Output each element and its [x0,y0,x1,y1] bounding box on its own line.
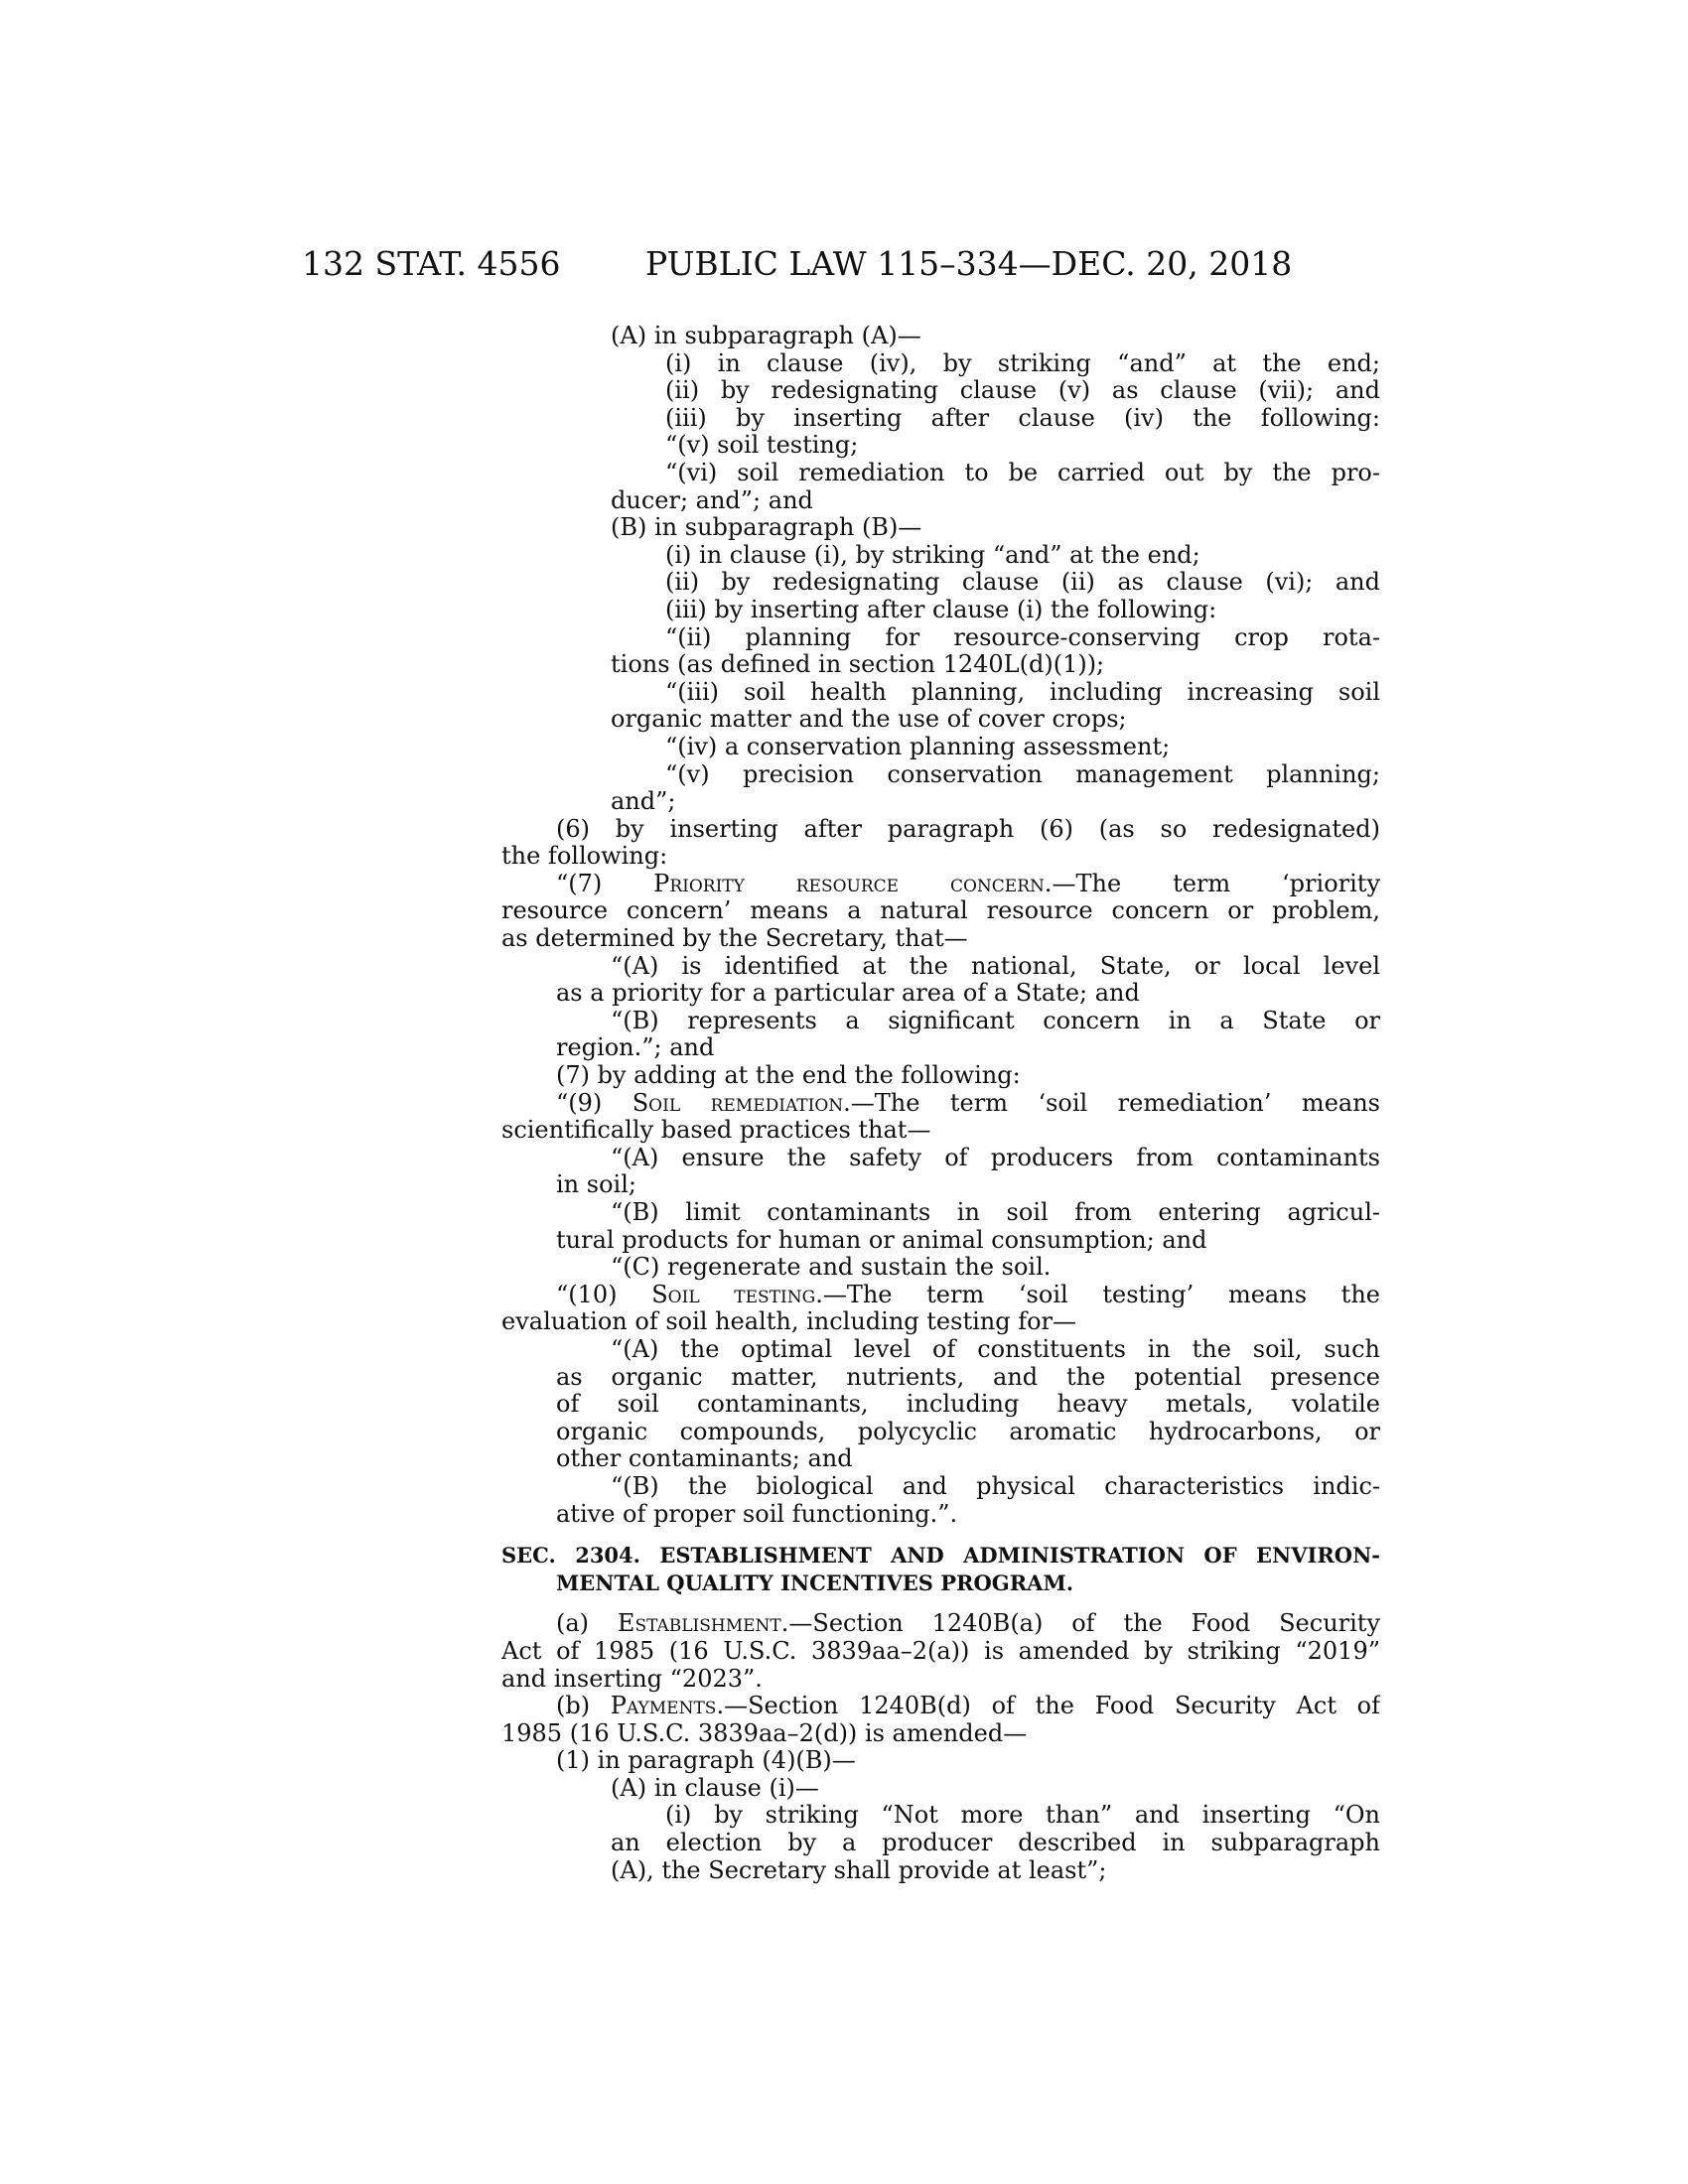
small-caps-term: Soil remediation [632,1089,844,1117]
line-remainder: .—Section 1240B(a) of the Food Security [780,1610,1380,1638]
text-line: “(A) is identified at the national, State, or local level [611,952,1380,980]
text-line: “(v) precision conservation management planning; [665,760,1380,788]
text-line: (ii) by redesignating clause (v) as clause (vii); and [665,377,1380,405]
text-line: (A) in subparagraph (A)— [611,322,921,349]
text-line: (A) in clause (i)— [611,1773,819,1802]
section-heading-line-1: SEC. 2304. ESTABLISHMENT AND ADMINISTRATION OF ENVIRON- [501,1543,1380,1569]
text-line: Act of 1985 (16 U.S.C. 3839aa–2(a)) is amended by striking “2019” [501,1637,1380,1665]
text-line: (i) in clause (iv), by striking “and” at the end; [665,349,1380,377]
text-line: ative of proper soil functioning.”. [556,1499,958,1528]
text-line: as organic matter, nutrients, and the potential presence [556,1363,1380,1391]
text-line: “(iv) a conservation planning assessment; [665,732,1171,760]
text-line: scientifically based practices that— [501,1116,931,1145]
line-remainder: .—The term ‘priority [1044,870,1380,897]
text-line: and”; [611,787,676,816]
text-line: (a) Establishment.—Section 1240B(a) of the Food Security [556,1610,1380,1638]
text-line: “(B) limit contaminants in soil from entering agricul- [611,1199,1380,1226]
text-line: (iii) by inserting after clause (i) the following: [665,595,1217,623]
text-line: as determined by the Secretary, that— [501,924,968,953]
text-line: “(C) regenerate and sustain the soil. [611,1253,1052,1282]
body-text [501,323,1380,1884]
statute-citation: 132 STAT. 4556 [302,244,561,283]
text-line: (1) in paragraph (4)(B)— [556,1746,856,1775]
text-line: of soil contaminants, including heavy metals, volatile [556,1391,1380,1419]
text-line: tions (as defined in section 1240L(d)(1)); [611,650,1105,679]
text-line: (b) Payments.—Section 1240B(d) of the Food Security Act of [556,1693,1380,1720]
text-line: “(ii) planning for resource-conserving crop rota- [665,623,1380,651]
text-line: “(10) Soil testing.—The term ‘soil testing’ means the [556,1281,1380,1308]
public-law-header: PUBLIC LAW 115–334—DEC. 20, 2018 [645,244,1293,283]
text-line: “(iii) soil health planning, including increasing soil [665,678,1380,706]
text-line: “(vi) soil remediation to be carried out by the pro- [665,459,1380,486]
text-line: “(7) Priority resource concern.—The term ‘priority [556,870,1380,897]
text-line: and inserting “2023”. [501,1664,763,1693]
line-remainder: .—The term ‘soil testing’ means the [815,1281,1380,1308]
text-line: the following: [501,842,668,871]
text-line: resource concern’ means a natural resource concern or problem, [501,897,1380,925]
text-line: “(B) represents a significant concern in a State or [611,1007,1380,1034]
small-caps-term: Priority resource concern [653,870,1045,897]
text-line: in soil; [556,1170,636,1199]
line-remainder: .—The term ‘soil remediation’ means [843,1089,1380,1117]
small-caps-term: Soil testing [651,1281,816,1308]
text-line: “(A) ensure the safety of producers from contaminants [611,1144,1380,1171]
text-line: “(v) soil testing; [665,431,859,460]
text-line: ducer; and”; and [611,485,813,514]
text-line: (7) by adding at the end the following: [556,1061,1021,1090]
text-line: organic matter and the use of cover crops; [611,705,1127,734]
text-line: (i) by striking “Not more than” and inserting “On [665,1802,1380,1830]
text-line: (A), the Secretary shall provide at least”; [611,1855,1107,1884]
text-line: (i) in clause (i), by striking “and” at the end; [665,540,1200,569]
text-line: “(A) the optimal level of constituents in the soil, such [611,1335,1380,1363]
small-caps-term: Establishment [617,1610,781,1638]
text-line: “(B) the biological and physical characteristics indic- [611,1472,1380,1500]
text-line: (iii) by inserting after clause (iv) the following: [665,404,1380,432]
section-heading-line-2: MENTAL QUALITY INCENTIVES PROGRAM. [556,1570,1074,1595]
text-line: other contaminants; and [556,1444,853,1473]
text-line: 1985 (16 U.S.C. 3839aa–2(d)) is amended— [501,1718,1028,1747]
text-line: an election by a producer described in subparagraph [611,1830,1380,1857]
text-line: organic compounds, polycyclic aromatic hydrocarbons, or [556,1418,1380,1445]
text-line: (6) by inserting after paragraph (6) (as so redesignated) [556,815,1380,843]
text-line: as a priority for a particular area of a State; and [556,979,1140,1008]
text-line: region.”; and [556,1033,715,1062]
text-line: “(9) Soil remediation.—The term ‘soil remediation’ means [556,1089,1380,1117]
small-caps-term: Payments [610,1693,717,1720]
amendment-text-block [501,323,1380,1528]
text-line: evaluation of soil health, including testing for— [501,1307,1077,1336]
section-text-block [501,1610,1380,1884]
text-line: tural products for human or animal consumption; and [556,1225,1207,1254]
text-line: (ii) by redesignating clause (ii) as clause (vi); and [665,569,1380,597]
line-remainder: .—Section 1240B(d) of the Food Security Act of [716,1693,1380,1720]
text-line: (B) in subparagraph (B)— [611,513,922,542]
